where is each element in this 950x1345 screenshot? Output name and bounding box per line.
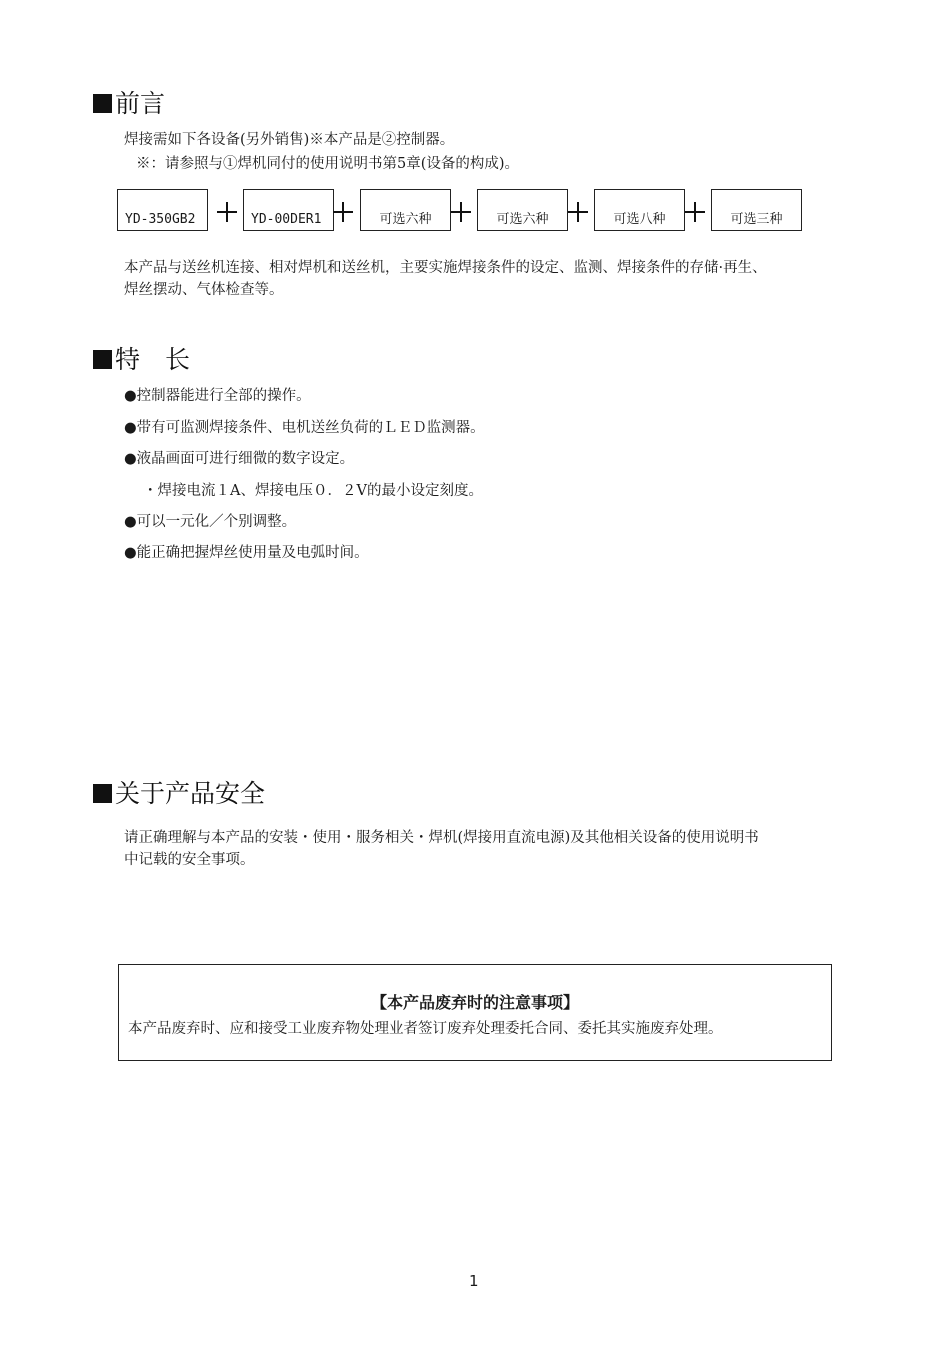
config-box-option-2: 可选六种	[477, 189, 568, 231]
features-heading-text: 特 长	[115, 345, 191, 374]
config-box-option-1: 可选六种	[360, 189, 451, 231]
plus-icon	[451, 202, 471, 222]
safety-heading	[93, 779, 265, 809]
plus-icon	[333, 202, 353, 222]
feature-item: ●能正确把握焊丝使用量及电弧时间。	[124, 545, 369, 561]
plus-icon	[568, 202, 588, 222]
config-box-option-4: 可选三种	[711, 189, 802, 231]
square-bullet-icon	[93, 350, 112, 369]
preface-line-2: ※：请参照与①焊机同付的使用说明书第5章(设备的构成)。	[136, 156, 520, 172]
feature-item: ●液晶画面可进行细微的数字设定。	[124, 451, 355, 467]
feature-item: ●控制器能进行全部的操作。	[124, 388, 311, 404]
config-box-welder: YD-350GB2	[117, 189, 208, 231]
config-box-option-3: 可选八种	[594, 189, 685, 231]
preface-desc-line-1: 本产品与送丝机连接、相对焊机和送丝机，主要实施焊接条件的设定、监测、焊接条件的存储·再生、	[124, 260, 767, 276]
safety-heading-text: 关于产品安全	[115, 779, 266, 808]
config-box-controller: YD-00DER1	[243, 189, 334, 231]
disposal-notice-body: 本产品废弃时、应和接受工业废弃物处理业者签订废弃处理委托合同、委托其实施废弃处理。	[128, 1021, 723, 1037]
feature-item: ●可以一元化／个别调整。	[124, 514, 297, 530]
square-bullet-icon	[93, 784, 112, 803]
safety-line-1: 请正确理解与本产品的安装・使用・服务相关・焊机(焊接用直流电源)及其他相关设备的使用说明书	[124, 830, 759, 846]
feature-sub-item: ・焊接电流１A、焊接电压０．２V的最小设定刻度。	[143, 483, 483, 499]
preface-line-1: 焊接需如下各设备(另外销售)※本产品是②控制器。	[124, 132, 455, 148]
disposal-notice-title: 【本产品废弃时的注意事项】	[370, 993, 579, 1012]
preface-desc-line-2: 焊丝摆动、气体检查等。	[124, 282, 284, 298]
feature-item: ●带有可监测焊接条件、电机送丝负荷的ＬＥＤ监测器。	[124, 420, 485, 436]
plus-icon	[685, 202, 705, 222]
disposal-notice-box	[118, 964, 832, 1061]
features-heading	[93, 345, 190, 375]
page-number: 1	[469, 1272, 479, 1290]
preface-heading	[93, 89, 165, 119]
square-bullet-icon	[93, 94, 112, 113]
preface-heading-text: 前言	[115, 89, 166, 118]
plus-icon	[217, 202, 237, 222]
safety-line-2: 中记载的安全事项。	[124, 852, 255, 868]
